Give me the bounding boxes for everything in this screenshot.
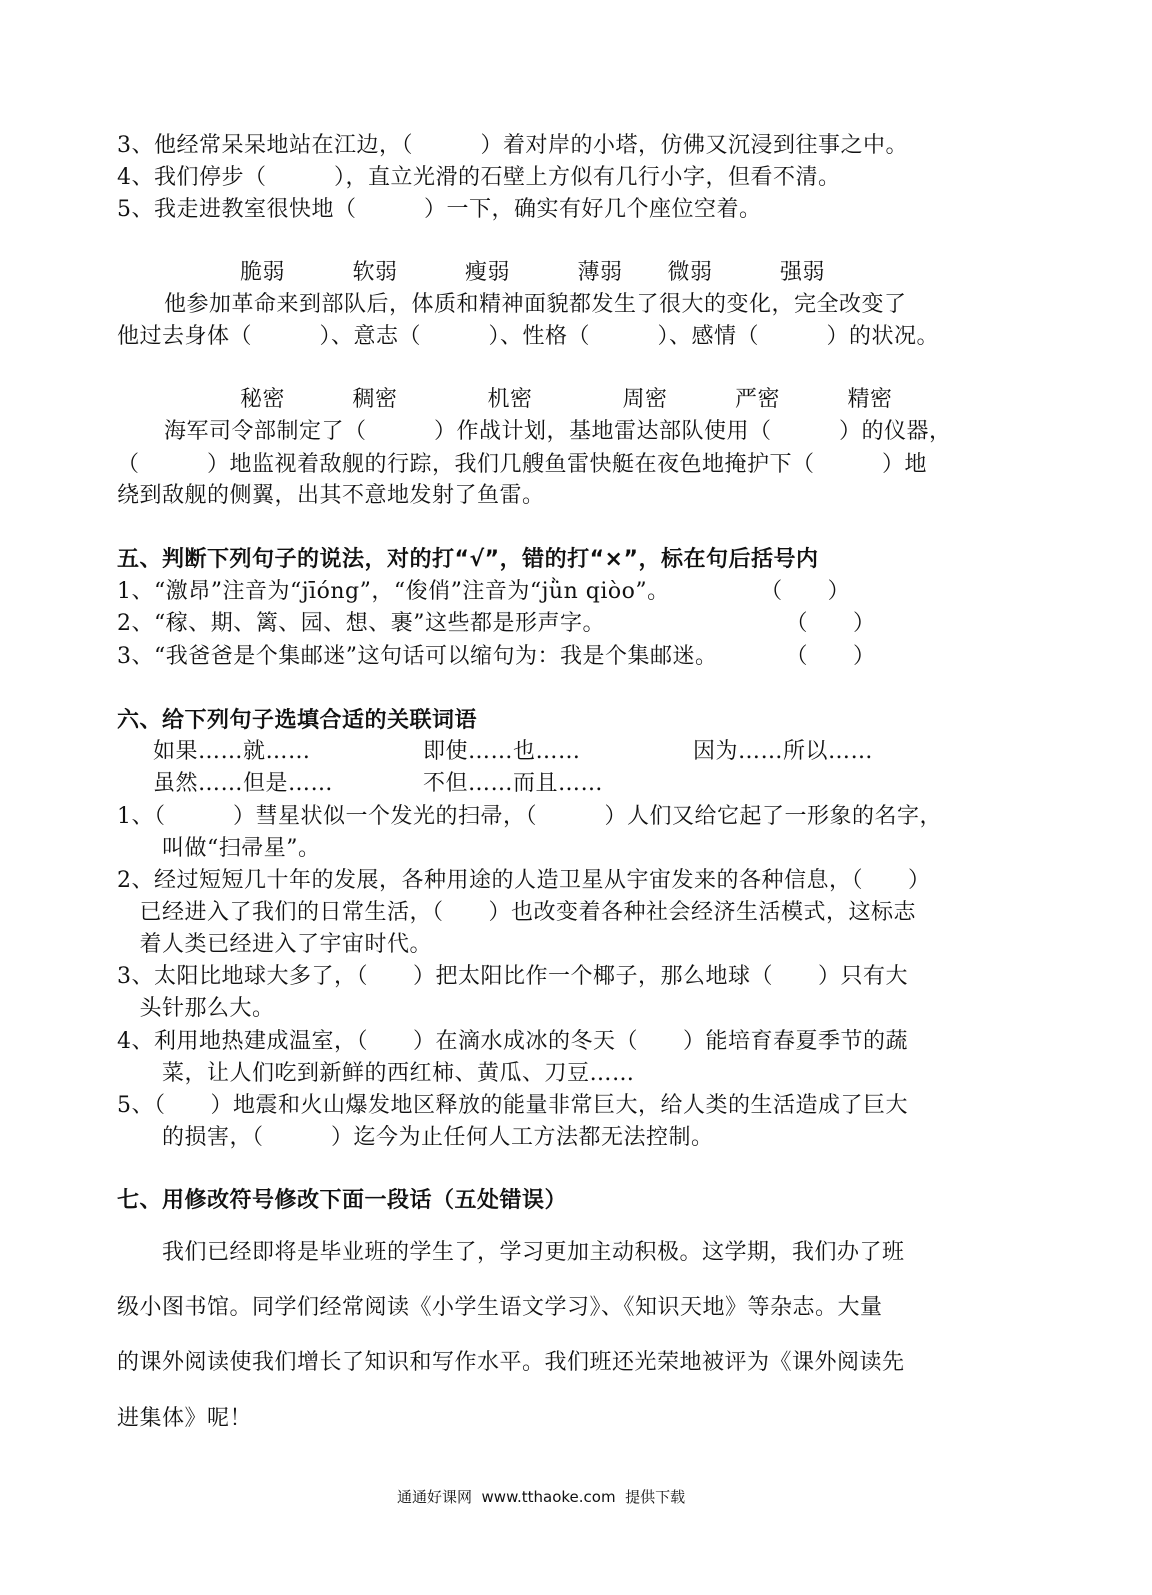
- paragraph-line-2: 级小图书馆。同学们经常阅读《小学生语文学习》、《知识天地》等杂志。大量: [117, 1295, 883, 1320]
- fill-line-6: 3、太阳比地球大多了，（ ）把太阳比作一个椰子，那么地球（ ）只有大: [117, 964, 908, 989]
- judge-item-3: 3、“我爸爸是个集邮迷”这句话可以缩句为：我是个集邮迷。 （ ）: [117, 644, 876, 669]
- sentence-4: 4、我们停步（ ），直立光滑的石壁上方似有几行小字，但看不清。: [117, 165, 841, 190]
- fill-line-8: 4、利用地热建成温室，（ ）在滴水成冰的冬天（ ）能培育春夏季节的蔬: [117, 1029, 908, 1054]
- fill-line-7: 头针那么大。: [117, 996, 275, 1021]
- section-6-heading: 六、给下列句子选填合适的关联词语: [117, 708, 478, 733]
- fill-line-1: 1、（ ）彗星状似一个发光的扫帚，（ ）人们又给它起了一形象的名字，: [117, 804, 942, 829]
- group-1-paragraph-line-2: 他过去身体（ ）、意志（ ）、性格（ ）、感情（ ）的状况。: [117, 324, 940, 349]
- paragraph-line-1: 我们已经即将是毕业班的学生了，学习更加主动积极。这学期，我们办了班: [117, 1240, 905, 1265]
- fill-line-10: 5、（ ）地震和火山爆发地区释放的能量非常巨大，给人类的生活造成了巨大: [117, 1093, 908, 1118]
- group-2-paragraph-line-1: 海军司令部制定了（ ）作战计划，基地雷达部队使用（ ）的仪器，: [164, 419, 952, 444]
- fill-line-9: 菜，让人们吃到新鲜的西红柿、黄瓜、刀豆……: [117, 1061, 635, 1086]
- conjunction-words-row-2: 虽然……但是…… 不但……而且……: [153, 771, 604, 796]
- fill-line-4: 已经进入了我们的日常生活，（ ）也改变着各种社会经济生活模式，这标志: [117, 900, 917, 925]
- paragraph-line-3: 的课外阅读使我们增长了知识和写作水平。我们班还光荣地被评为《课外阅读先: [117, 1350, 905, 1375]
- section-7-heading: 七、用修改符号修改下面一段话（五处错误）: [117, 1188, 568, 1213]
- conjunction-words-row-1: 如果……就…… 即使……也…… 因为……所以……: [153, 739, 874, 764]
- judge-item-1: 1、“激昂”注音为“jīóng”，“俊俏”注音为“jǜn qiòo”。 （ ）: [117, 579, 851, 604]
- fill-line-2: 叫做“扫帚星”。: [117, 836, 321, 861]
- sentence-3: 3、他经常呆呆地站在江边，（ ）着对岸的小塔，仿佛又沉浸到往事之中。: [117, 133, 908, 158]
- section-5-heading: 五、判断下列句子的说法，对的打“√”，错的打“×”，标在句后括号内: [117, 547, 819, 572]
- footer-text: 通通好课网 www.tthaoke.com 提供下载: [397, 1488, 686, 1506]
- fill-line-3: 2、经过短短几十年的发展，各种用途的人造卫星从宇宙发来的各种信息，（ ）: [117, 868, 931, 893]
- fill-line-5: 着人类已经进入了宇宙时代。: [117, 932, 433, 957]
- sentence-5: 5、我走进教室很快地（ ）一下，确实有好几个座位空着。: [117, 197, 762, 222]
- group-2-paragraph-line-3: 绕到敌舰的侧翼，出其不意地发射了鱼雷。: [117, 483, 545, 508]
- fill-line-11: 的损害，（ ）迄今为止任何人工方法都无法控制。: [117, 1125, 714, 1150]
- group-2-paragraph-line-2: （ ）地监视着敌舰的行踪，我们几艘鱼雷快艇在夜色地掩护下（ ）地: [117, 452, 928, 477]
- word-group-1: 脆弱 软弱 瘦弱 薄弱 微弱 强弱: [240, 260, 826, 285]
- group-1-paragraph-line-1: 他参加革命来到部队后，体质和精神面貌都发生了很大的变化，完全改变了: [164, 292, 907, 317]
- judge-item-2: 2、“稼、期、篱、园、想、裹”这些都是形声字。 （ ）: [117, 611, 876, 636]
- word-group-2: 秘密 稠密 机密 周密 严密 精密: [240, 387, 893, 412]
- paragraph-line-4: 进集体》呢！: [117, 1406, 253, 1431]
